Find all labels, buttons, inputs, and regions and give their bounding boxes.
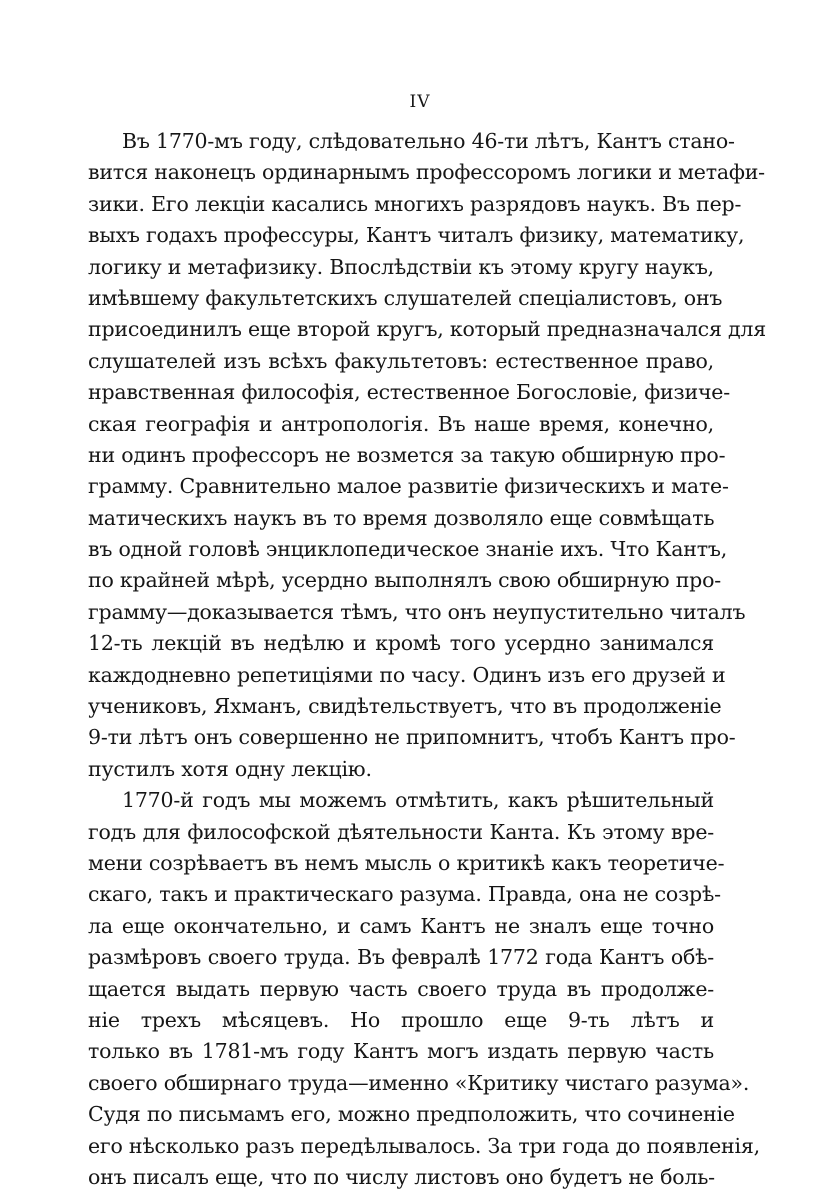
text-line: ни одинъ профессоръ не возмется за такую обширную про- xyxy=(88,442,726,467)
text-line: зики. Его лекціи касались многихъ разрядовъ наукъ. Въ пер- xyxy=(88,191,742,216)
text-line: 12-ть лекцій въ недѣлю и кромѣ того усердно занимался xyxy=(88,631,714,656)
text-line: онъ писалъ еще, что по числу листовъ оно будетъ не боль- xyxy=(88,1164,715,1189)
paragraph-1 xyxy=(88,126,766,785)
text-body xyxy=(88,126,766,1193)
text-line: 9-ти лѣтъ онъ совершенно не припомнитъ, чтобъ Кантъ про- xyxy=(88,725,736,750)
text-line: только въ 1781-мъ году Кантъ могъ издать первую часть xyxy=(88,1039,714,1064)
text-line: матическихъ наукъ въ то время дозволяло еще совмѣщать xyxy=(88,505,715,530)
paragraph-2 xyxy=(88,785,760,1193)
text-line: его нѣсколько разъ передѣлывалось. За три года до появленія, xyxy=(88,1133,760,1158)
text-line: вится наконецъ ординарнымъ профессоромъ логики и метафи- xyxy=(88,160,765,185)
text-line: Судя по письмамъ его, можно предположить, что сочиненіе xyxy=(88,1102,735,1127)
text-line: ніе трехъ мѣсяцевъ. Но прошло еще 9-ть лѣтъ и xyxy=(88,1007,714,1032)
text-line: слушателей изъ всѣхъ факультетовъ: естественное право, xyxy=(88,348,714,373)
text-line: ла еще окончательно, и самъ Кантъ не зналъ еще точно xyxy=(88,913,714,938)
text-line: логику и метафизику. Впослѣдствіи къ этому кругу наукъ, xyxy=(88,254,714,279)
text-line: имѣвшему факультетскихъ слушателей спеціалистовъ, онъ xyxy=(88,285,723,310)
text-line: Въ 1770-мъ году, слѣдовательно 46-ти лѣтъ, Кантъ стано- xyxy=(122,129,735,153)
text-line: щается выдать первую часть своего труда въ продолже- xyxy=(88,976,714,1001)
text-line: мени созрѣваетъ въ немъ мысль о критикѣ какъ теоретиче- xyxy=(88,850,725,875)
text-line: выхъ годахъ профессуры, Кантъ читалъ физику, математику, xyxy=(88,223,745,248)
text-line: нравственная философія, естественное Богословіе, физиче- xyxy=(88,380,730,405)
page-number: IV xyxy=(409,92,431,112)
text-line: грамму—доказывается тѣмъ, что онъ неупустительно читалъ xyxy=(88,599,746,624)
text-line: каждодневно репетиціями по часу. Одинъ изъ его друзей и xyxy=(88,662,726,687)
text-line: пустилъ хотя одну лекцію. xyxy=(88,756,372,781)
text-line: присоединилъ еще второй кругъ, который предназначался для xyxy=(88,317,766,342)
text-line: по крайней мѣрѣ, усердно выполнялъ свою обширную про- xyxy=(88,568,721,593)
text-line: годъ для философской дѣятельности Канта. Къ этому вре- xyxy=(88,819,714,844)
text-line: грамму. Сравнительно малое развитіе физическихъ и мате- xyxy=(88,474,729,499)
text-line: ская географія и антропологія. Въ наше время, конечно, xyxy=(88,411,714,436)
text-line: учениковъ, Яхманъ, свидѣтельствуетъ, что въ продолженіе xyxy=(88,694,722,719)
text-line: скаго, такъ и практическаго разума. Правда, она не созрѣ- xyxy=(88,882,721,907)
text-line: размѣровъ своего труда. Въ февралѣ 1772 года Кантъ обѣ- xyxy=(88,945,714,970)
text-line: въ одной головѣ энциклопедическое знаніе ихъ. Что Кантъ, xyxy=(88,537,728,562)
text-line: своего обширнаго труда—именно «Критику чистаго разума». xyxy=(88,1070,750,1095)
text-line: 1770-й годъ мы можемъ отмѣтить, какъ рѣшительный xyxy=(122,788,714,813)
